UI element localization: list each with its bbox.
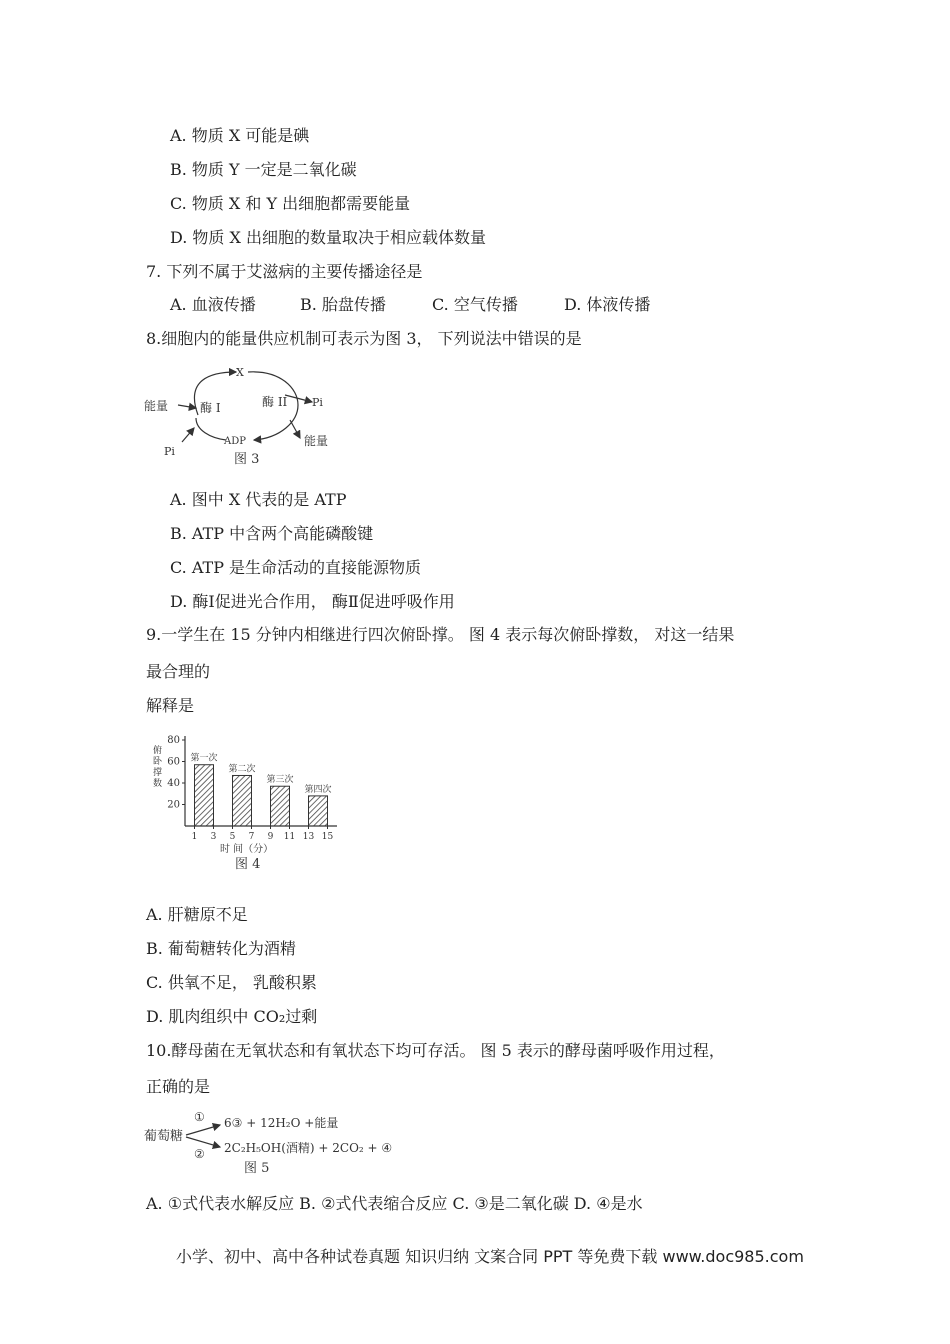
q10-stem-line1: 10.酵母菌在无氧状态和有氧状态下均可存活。 图 5 表示的酵母菌呼吸作用过程， [146,1041,725,1060]
fig3-pi-out-label: Pi [312,396,323,409]
q10-options: A. ①式代表水解反应 B. ②式代表缩合反应 C. ③是二氧化碳 D. ④是水 [146,1194,643,1213]
chart4-bar-4 [309,796,328,826]
chart4-bar-label-2: 第二次 [228,764,256,775]
chart4-ytick-label-20: 20 [167,799,180,811]
chart4-xtick-label-7: 7 [248,832,255,842]
chart4-bar-label-1: 第一次 [190,753,218,764]
q6-option-c: C. 物质 X 和 Y 出细胞都需要能量 [170,194,411,213]
chart4-ytick-label-80: 80 [167,735,180,746]
q7-option-a: A. 血液传播 [170,295,256,314]
fig3-energy-out-label: 能量 [304,434,329,448]
chart4-xtick-label-1: 1 [191,832,198,842]
q10-stem-line2: 正确的是 [146,1077,211,1096]
fig3-enzyme1-label: 酶 I [200,401,221,415]
q7-option-b: B. 胎盘传播 [300,295,386,314]
q9-stem-line2: 最合理的 [146,662,211,681]
fig5-caption: 图 5 [244,1161,270,1176]
fig3-caption: 图 3 [234,452,260,467]
chart4-bar-3 [271,786,290,826]
chart4-ytick-label-40: 40 [167,778,180,789]
q9-stem-line3: 解释是 [146,696,195,715]
q8-option-c: C. ATP 是生命活动的直接能源物质 [170,558,422,577]
fig3-energy-in-label: 能量 [144,399,169,413]
q9-option-b: B. 葡萄糖转化为酒精 [146,939,296,958]
q9-option-c: C. 供氧不足， 乳酸积累 [146,973,317,992]
q6-option-d: D. 物质 X 出细胞的数量取决于相应载体数量 [170,228,486,247]
fig3-adp-label: ADP [224,436,246,447]
chart4-bar-label-3: 第三次 [266,775,294,786]
q6-option-b: B. 物质 Y 一定是二氧化碳 [170,160,357,179]
q9-option-d: D. 肌肉组织中 CO₂过剩 [146,1007,318,1026]
fig5-mark2: ② [194,1147,205,1161]
fig5-glucose: 葡萄糖 [144,1129,184,1144]
chart4-bar-label-4: 第四次 [304,784,332,795]
chart4-xtick-label-9: 9 [267,832,274,842]
q9-stem-line1: 9.一学生在 15 分钟内相继进行四次俯卧撑。 图 4 表示每次俯卧撑数， 对这一结果 [146,625,735,644]
chart4-caption: 图 4 [235,857,261,872]
chart4-xtick-label-3: 3 [210,832,217,842]
q8-option-d: D. 酶Ⅰ促进光合作用， 酶Ⅱ促进呼吸作用 [170,592,455,611]
q6-option-a: A. 物质 X 可能是碘 [170,126,310,145]
figure-4-pushup-chart [145,728,345,873]
fig3-x-label: X [236,366,244,379]
fig5-mark1: ① [194,1110,205,1124]
chart4-xtick-label-13: 13 [302,832,315,842]
q7-option-d: D. 体液传播 [564,295,651,314]
fig5-eq2: 2C₂H₅OH(酒精) + 2CO₂ + ④ [224,1141,393,1155]
chart4-xtick-label-5: 5 [229,832,236,842]
q9-option-a: A. 肝糖原不足 [146,905,248,924]
page-footer: 小学、初中、高中各种试卷真题 知识归纳 文案合同 PPT 等免费下载 www.doc985.com [176,1247,804,1266]
q8-option-b: B. ATP 中含两个高能磷酸键 [170,524,374,543]
figure-3-atp-cycle [140,360,340,470]
chart4-bar-2 [233,775,252,826]
chart4-ylabel: 俯 卧 撑 数 [153,746,163,789]
figure-5-yeast-respiration [140,1105,410,1180]
chart4-xlabel: 时 间（分） [220,844,274,855]
fig5-eq1: 6③ + 12H₂O +能量 [224,1116,339,1130]
q7-stem: 7. 下列不属于艾滋病的主要传播途径是 [146,262,423,281]
chart4-xtick-label-11: 11 [283,832,296,842]
chart4-bar-1 [195,765,214,826]
fig3-enzyme2-label: 酶 II [262,395,288,409]
q8-stem: 8.细胞内的能量供应机制可表示为图 3， 下列说法中错误的是 [146,329,582,348]
q8-option-a: A. 图中 X 代表的是 ATP [170,490,347,509]
chart4-xtick-label-15: 15 [321,832,334,842]
fig3-pi-in-label: Pi [164,445,175,458]
q7-option-c: C. 空气传播 [432,295,518,314]
chart4-ytick-label-60: 60 [167,756,180,768]
